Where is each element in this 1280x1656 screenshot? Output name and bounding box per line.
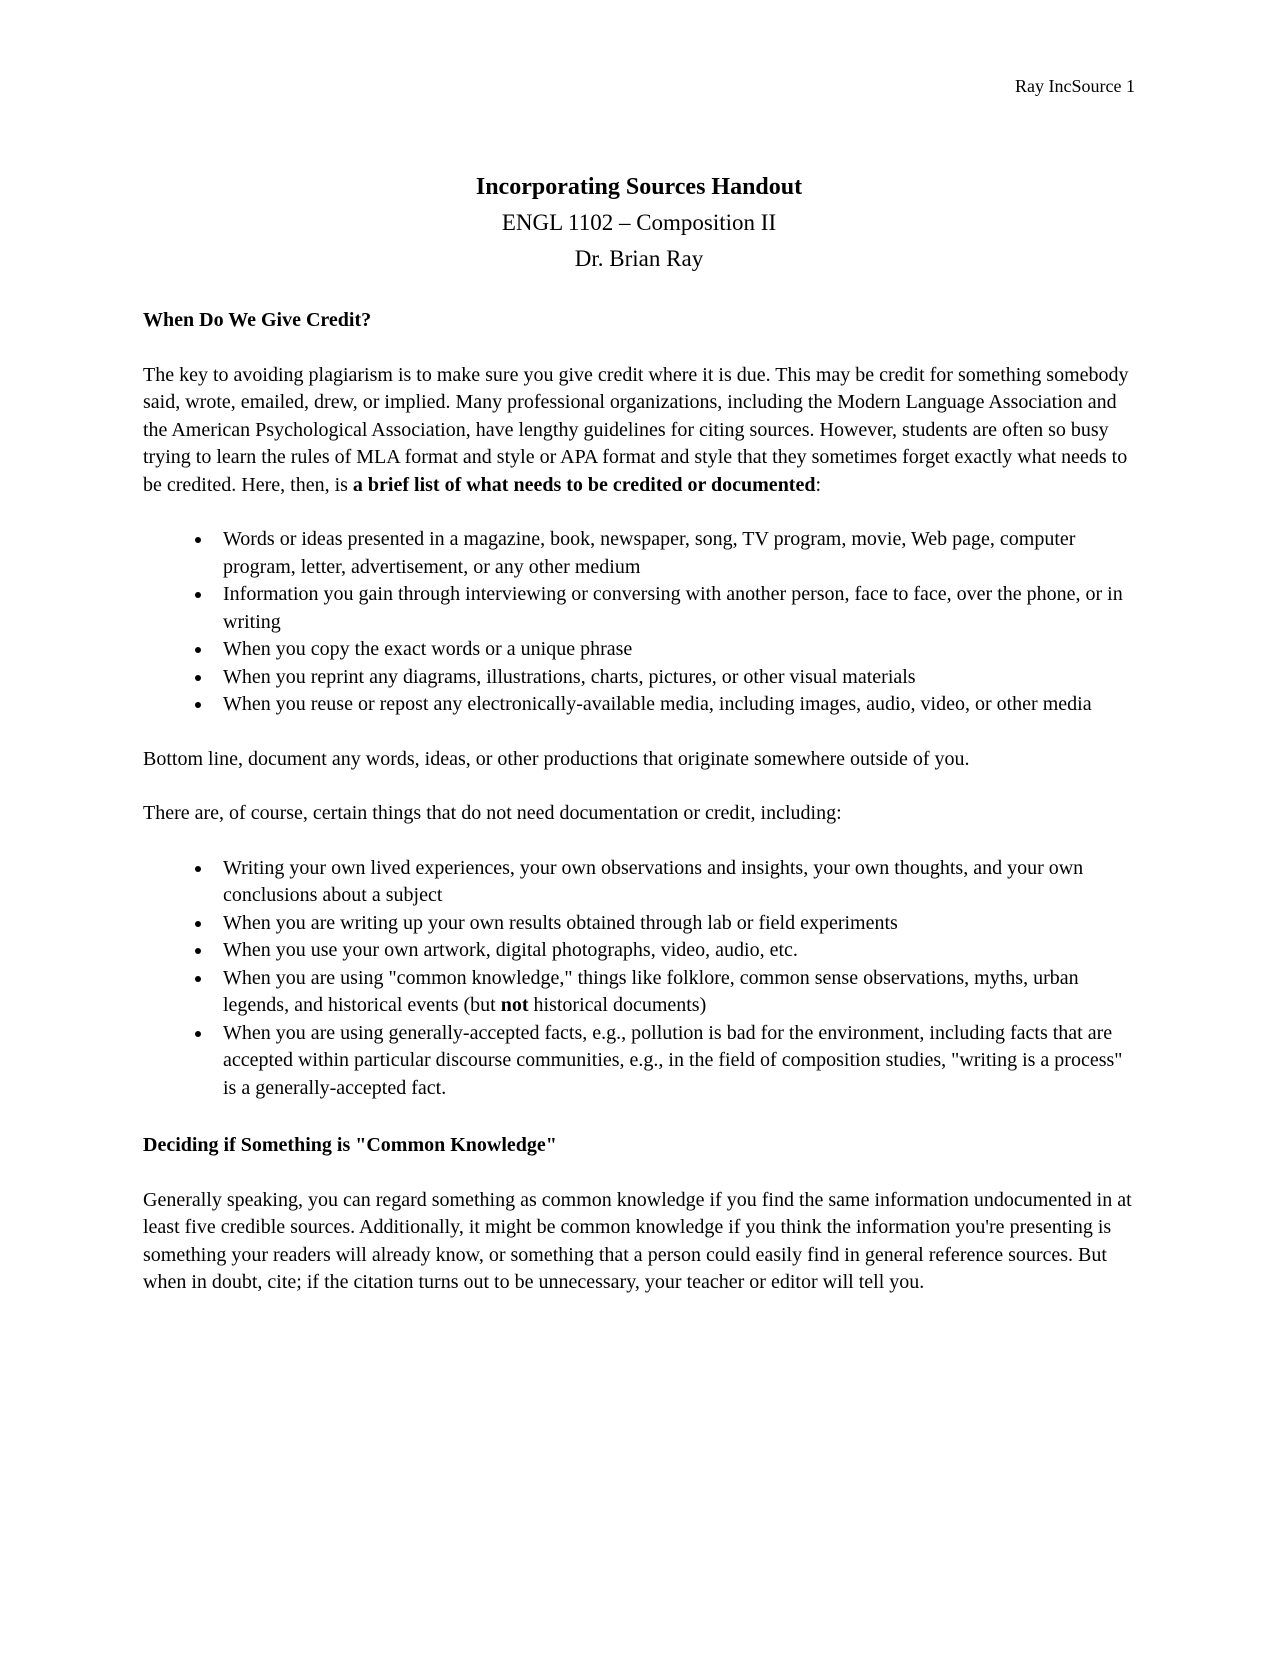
bottom-line-paragraph: Bottom line, document any words, ideas, or other productions that originate somewhere outside of you. xyxy=(143,747,970,770)
list-item-text: When you are using generally-accepted facts, e.g., pollution is bad for the environment, including facts that are accepted within particular discourse communities, e.g., in the field of composition studies, "writing is a process" is a generally-accepted fact. xyxy=(223,1021,1123,1099)
needs-credit-list xyxy=(143,526,1135,719)
document-title: Incorporating Sources Handout xyxy=(475,174,803,200)
list-item-text: historical documents) xyxy=(528,994,707,1016)
list-item xyxy=(213,910,1135,938)
list-item xyxy=(213,691,1135,719)
list-item xyxy=(213,855,1135,910)
list-item xyxy=(213,965,1135,1020)
author-name: Dr. Brian Ray xyxy=(574,246,704,271)
list-item xyxy=(213,636,1135,664)
intro-paragraph-colon: : xyxy=(815,473,822,496)
list-item xyxy=(213,1020,1135,1103)
intro-paragraph-bold-text: a brief list of what needs to be credited or documented xyxy=(352,473,816,496)
list-item xyxy=(213,526,1135,581)
list-item-text: When you reprint any diagrams, illustrations, charts, pictures, or other visual materials xyxy=(223,665,916,688)
common-knowledge-paragraph: Generally speaking, you can regard something as common knowledge if you find the same information undocumented in at least five credible sources. Additionally, it might be common knowledge if you think the information you're presenting is something your readers will already know, or something that a person could easily find in general reference sources. But when in doubt, cite; if the citation turns out to be unnecessary, your teacher or editor will tell you. xyxy=(143,1188,1132,1293)
title-block xyxy=(143,169,1135,277)
list-item xyxy=(213,581,1135,636)
list-item-text: Words or ideas presented in a magazine, book, newspaper, song, TV program, movie, Web page, computer program, letter, advertisement, or any other medium xyxy=(223,528,1076,578)
list-item-text: Writing your own lived experiences, your own observations and insights, your own thoughts, and your own conclusions about a subject xyxy=(223,856,1084,906)
page-header xyxy=(143,75,1135,97)
list-item xyxy=(213,664,1135,692)
section-heading-common-knowledge: Deciding if Something is "Common Knowledge" xyxy=(143,1134,557,1156)
section-heading-when-do-we-give-credit: When Do We Give Credit? xyxy=(143,309,372,331)
list-item-text: When you copy the exact words or a unique phrase xyxy=(223,638,633,660)
no-documentation-intro-paragraph: There are, of course, certain things that do not need documentation or credit, including: xyxy=(143,802,842,824)
intro-paragraph-text: The key to avoiding plagiarism is to make sure you give credit where it is due. This may be credit for something somebody said, wrote, emailed, drew, or implied. Many professional organizations, including the Modern Language Association and the American Psychological Association, have lengthy guidelines for citing sources. However, students are often so busy trying to learn the rules of MLA format and style or APA format and style that they sometimes forget exactly what needs to be credited. Here, then, is xyxy=(143,363,1129,496)
list-item-text: When you reuse or repost any electronically-available media, including images, audio, video, or other media xyxy=(223,693,1092,715)
no-credit-needed-list xyxy=(143,855,1135,1103)
running-head: Ray IncSource 1 xyxy=(1015,76,1135,96)
list-item-text: When you use your own artwork, digital photographs, video, audio, etc. xyxy=(223,939,798,961)
list-item-text: Information you gain through interviewing or conversing with another person, face to face, over the phone, or in writing xyxy=(223,583,1123,633)
list-item xyxy=(213,937,1135,965)
list-item-text: When you are using "common knowledge," things like folklore, common sense observations, myths, urban legends, and historical events (but xyxy=(223,966,1079,1016)
list-item-bold-text: not xyxy=(500,994,529,1016)
list-item-text: When you are writing up your own results obtained through lab or field experiments xyxy=(223,911,898,934)
course-title: ENGL 1102 – Composition II xyxy=(501,210,777,235)
intro-paragraph xyxy=(143,362,1135,500)
